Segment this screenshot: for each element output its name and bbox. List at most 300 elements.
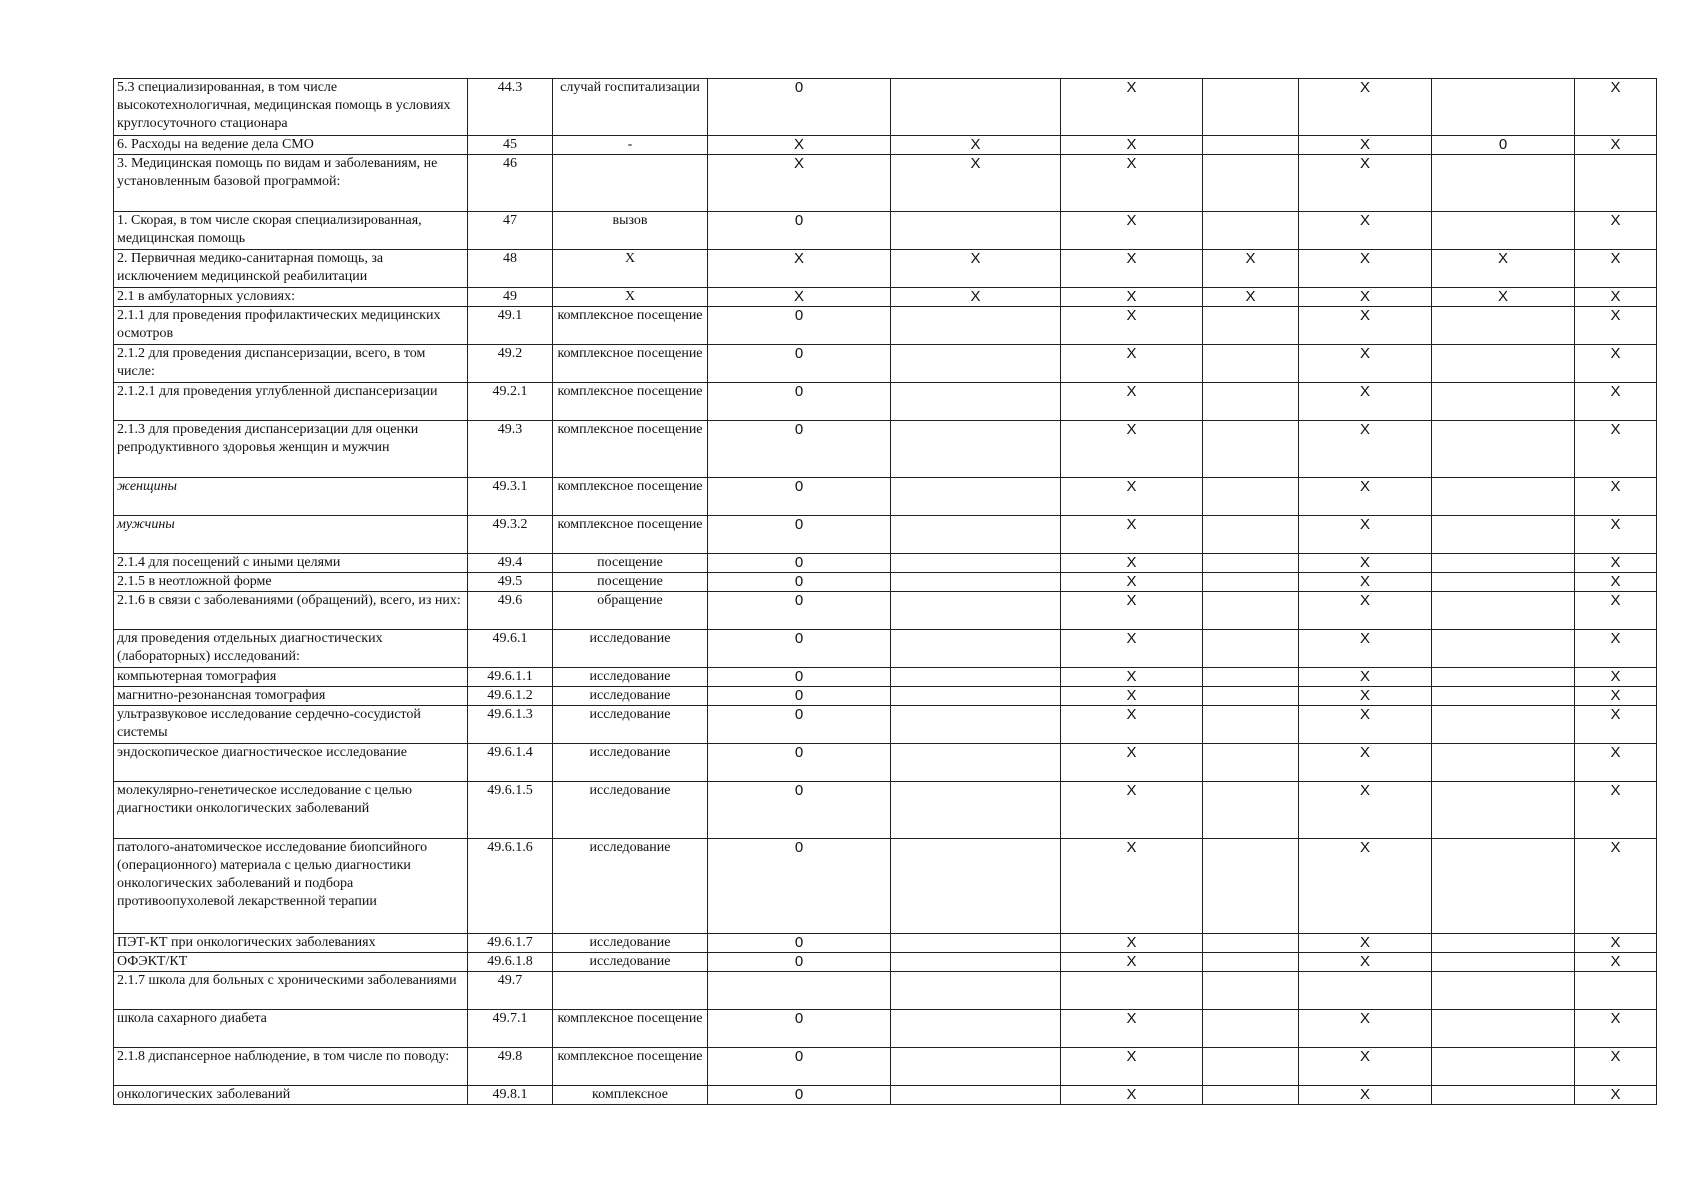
row-value-cell-4: 0 [708,421,891,478]
row-value-cell-6: X [1061,706,1203,744]
row-value-cell-8: X [1299,345,1432,383]
row-value-cell-9 [1432,478,1575,516]
row-unit-cell: комплексное посещение [553,478,708,516]
row-value-cell-6: X [1061,630,1203,668]
row-value-cell-7: X [1203,250,1299,288]
row-value-cell-6: X [1061,573,1203,592]
row-unit-cell: исследование [553,630,708,668]
row-code-cell: 44.3 [468,79,553,136]
row-value-cell-5 [891,687,1061,706]
row-value-cell-6: X [1061,250,1203,288]
row-unit-cell: комплексное посещение [553,383,708,421]
row-name-cell: 2.1.1 для проведения профилактических медицинских осмотров [114,307,468,345]
row-value-cell-10: X [1575,79,1657,136]
row-value-cell-5 [891,212,1061,250]
row-value-cell-7 [1203,744,1299,782]
row-name-cell: для проведения отдельных диагностических (лабораторных) исследований: [114,630,468,668]
row-value-cell-9 [1432,1086,1575,1105]
row-value-cell-10: X [1575,706,1657,744]
row-value-cell-10: X [1575,668,1657,687]
row-value-cell-5 [891,554,1061,573]
row-value-cell-8: X [1299,934,1432,953]
row-unit-cell: комплексное посещение [553,516,708,554]
row-value-cell-7 [1203,421,1299,478]
row-name-cell: компьютерная томография [114,668,468,687]
row-value-cell-7 [1203,212,1299,250]
row-value-cell-7 [1203,953,1299,972]
table-row [114,288,1657,307]
table-row [114,630,1657,668]
row-unit-cell: X [553,288,708,307]
row-value-cell-10 [1575,155,1657,212]
table-row [114,706,1657,744]
row-value-cell-9 [1432,383,1575,421]
table-row [114,687,1657,706]
row-value-cell-10: X [1575,136,1657,155]
row-value-cell-7 [1203,79,1299,136]
row-value-cell-8: X [1299,478,1432,516]
row-value-cell-4: X [708,155,891,212]
row-unit-cell [553,155,708,212]
row-name-cell: ОФЭКТ/КТ [114,953,468,972]
row-value-cell-6: X [1061,478,1203,516]
table-row [114,1086,1657,1105]
row-value-cell-5: X [891,250,1061,288]
row-unit-cell: комплексное посещение [553,307,708,345]
row-value-cell-8: X [1299,155,1432,212]
row-value-cell-10: X [1575,630,1657,668]
table-row [114,934,1657,953]
row-value-cell-5 [891,79,1061,136]
row-unit-cell: комплексное посещение [553,345,708,383]
row-value-cell-4: 0 [708,706,891,744]
row-value-cell-4: 0 [708,1048,891,1086]
row-name-cell: 3. Медицинская помощь по видам и заболеваниям, не установленным базовой программой: [114,155,468,212]
row-value-cell-4: 0 [708,516,891,554]
row-value-cell-10: X [1575,478,1657,516]
row-value-cell-4: 0 [708,383,891,421]
row-value-cell-4: 0 [708,345,891,383]
row-code-cell: 47 [468,212,553,250]
row-code-cell: 49.4 [468,554,553,573]
row-unit-cell [553,972,708,1010]
row-value-cell-7 [1203,478,1299,516]
row-value-cell-9 [1432,953,1575,972]
row-value-cell-5 [891,744,1061,782]
row-value-cell-9 [1432,706,1575,744]
row-name-cell: эндоскопическое диагностическое исследование [114,744,468,782]
row-value-cell-8: X [1299,1048,1432,1086]
row-value-cell-6: X [1061,839,1203,934]
row-name-cell: 2.1.2 для проведения диспансеризации, всего, в том числе: [114,345,468,383]
row-unit-cell: комплексное посещение [553,1010,708,1048]
row-value-cell-9 [1432,668,1575,687]
row-code-cell: 49.7.1 [468,1010,553,1048]
row-value-cell-8: X [1299,136,1432,155]
row-value-cell-6: X [1061,934,1203,953]
row-value-cell-8: X [1299,421,1432,478]
row-value-cell-10: X [1575,383,1657,421]
row-value-cell-8: X [1299,383,1432,421]
row-code-cell: 49 [468,288,553,307]
row-value-cell-8: X [1299,1086,1432,1105]
row-value-cell-7 [1203,687,1299,706]
row-unit-cell: исследование [553,839,708,934]
row-value-cell-10: X [1575,592,1657,630]
row-value-cell-7 [1203,136,1299,155]
row-value-cell-8: X [1299,668,1432,687]
row-value-cell-10: X [1575,516,1657,554]
row-value-cell-10: X [1575,953,1657,972]
table-row [114,345,1657,383]
row-value-cell-6: X [1061,1086,1203,1105]
row-value-cell-7 [1203,1010,1299,1048]
row-value-cell-8: X [1299,630,1432,668]
row-name-cell: 2.1.7 школа для больных с хроническими заболеваниями [114,972,468,1010]
row-unit-cell: обращение [553,592,708,630]
row-value-cell-10: X [1575,934,1657,953]
row-value-cell-6: X [1061,383,1203,421]
row-value-cell-5 [891,839,1061,934]
data-table [113,78,1657,1105]
row-name-cell: молекулярно-генетическое исследование с целью диагностики онкологических заболеваний [114,782,468,839]
row-value-cell-6: X [1061,1010,1203,1048]
row-value-cell-9: 0 [1432,136,1575,155]
row-name-cell: 1. Скорая, в том числе скорая специализированная, медицинская помощь [114,212,468,250]
row-value-cell-10: X [1575,839,1657,934]
row-value-cell-5 [891,668,1061,687]
table-row [114,953,1657,972]
table-row [114,1010,1657,1048]
row-unit-cell: исследование [553,668,708,687]
row-name-cell: 6. Расходы на ведение дела СМО [114,136,468,155]
row-value-cell-7 [1203,307,1299,345]
table-row [114,782,1657,839]
row-value-cell-4: 0 [708,212,891,250]
row-value-cell-7 [1203,345,1299,383]
table-row [114,136,1657,155]
row-value-cell-5 [891,592,1061,630]
table-body [114,79,1657,1105]
row-value-cell-6: X [1061,307,1203,345]
row-name-cell: 2.1.3 для проведения диспансеризации для оценки репродуктивного здоровья женщин и мужчин [114,421,468,478]
row-value-cell-8: X [1299,573,1432,592]
row-value-cell-4: X [708,250,891,288]
row-value-cell-9 [1432,1010,1575,1048]
row-code-cell: 46 [468,155,553,212]
row-name-cell: 2.1.8 диспансерное наблюдение, в том числе по поводу: [114,1048,468,1086]
row-unit-cell: исследование [553,744,708,782]
row-value-cell-8: X [1299,307,1432,345]
row-value-cell-4: 0 [708,1010,891,1048]
table-row [114,668,1657,687]
row-value-cell-4: 0 [708,79,891,136]
row-value-cell-8: X [1299,706,1432,744]
row-value-cell-4: 0 [708,687,891,706]
row-code-cell: 49.6.1 [468,630,553,668]
row-name-cell: мужчины [114,516,468,554]
row-value-cell-9 [1432,573,1575,592]
row-code-cell: 49.2 [468,345,553,383]
row-value-cell-6: X [1061,345,1203,383]
row-code-cell: 49.5 [468,573,553,592]
row-value-cell-10: X [1575,687,1657,706]
table-row [114,554,1657,573]
row-value-cell-7 [1203,668,1299,687]
row-value-cell-4: 0 [708,554,891,573]
table-row [114,744,1657,782]
row-unit-cell: вызов [553,212,708,250]
row-name-cell: 2.1.6 в связи с заболеваниями (обращений), всего, из них: [114,592,468,630]
row-value-cell-5 [891,573,1061,592]
table-row [114,592,1657,630]
row-value-cell-5 [891,1086,1061,1105]
row-name-cell: школа сахарного диабета [114,1010,468,1048]
row-value-cell-4 [708,972,891,1010]
row-value-cell-6: X [1061,288,1203,307]
row-value-cell-6: X [1061,668,1203,687]
row-value-cell-9 [1432,421,1575,478]
row-value-cell-9 [1432,554,1575,573]
row-code-cell: 49.6.1.5 [468,782,553,839]
row-name-cell: 2.1.5 в неотложной форме [114,573,468,592]
row-unit-cell: исследование [553,953,708,972]
row-value-cell-5 [891,307,1061,345]
row-code-cell: 48 [468,250,553,288]
row-value-cell-7 [1203,839,1299,934]
row-value-cell-8: X [1299,516,1432,554]
row-value-cell-10: X [1575,421,1657,478]
row-value-cell-4: 0 [708,630,891,668]
row-unit-cell: исследование [553,706,708,744]
row-value-cell-4: 0 [708,782,891,839]
table-row [114,155,1657,212]
row-name-cell: 2.1.4 для посещений с иными целями [114,554,468,573]
row-value-cell-6: X [1061,554,1203,573]
row-name-cell: женщины [114,478,468,516]
row-name-cell: ПЭТ-КТ при онкологических заболеваниях [114,934,468,953]
row-value-cell-5 [891,478,1061,516]
row-code-cell: 49.2.1 [468,383,553,421]
row-value-cell-9 [1432,307,1575,345]
row-unit-cell: случай госпитализации [553,79,708,136]
row-value-cell-6: X [1061,592,1203,630]
row-value-cell-8: X [1299,687,1432,706]
row-value-cell-5 [891,421,1061,478]
row-value-cell-4: 0 [708,478,891,516]
row-code-cell: 45 [468,136,553,155]
row-unit-cell: - [553,136,708,155]
row-value-cell-5 [891,934,1061,953]
row-value-cell-10 [1575,972,1657,1010]
row-value-cell-9 [1432,630,1575,668]
row-value-cell-10: X [1575,744,1657,782]
row-value-cell-7 [1203,383,1299,421]
row-value-cell-6 [1061,972,1203,1010]
row-code-cell: 49.3.1 [468,478,553,516]
row-name-cell: 2.1 в амбулаторных условиях: [114,288,468,307]
row-value-cell-9 [1432,972,1575,1010]
row-value-cell-8: X [1299,839,1432,934]
row-value-cell-10: X [1575,212,1657,250]
row-value-cell-4: 0 [708,592,891,630]
row-value-cell-5: X [891,155,1061,212]
row-value-cell-5 [891,1048,1061,1086]
row-value-cell-6: X [1061,136,1203,155]
row-value-cell-9 [1432,1048,1575,1086]
row-value-cell-10: X [1575,1086,1657,1105]
row-value-cell-7 [1203,516,1299,554]
row-value-cell-9 [1432,744,1575,782]
row-code-cell: 49.3.2 [468,516,553,554]
row-value-cell-4: 0 [708,573,891,592]
row-value-cell-6: X [1061,212,1203,250]
row-value-cell-7 [1203,972,1299,1010]
row-value-cell-6: X [1061,421,1203,478]
row-value-cell-9 [1432,79,1575,136]
row-value-cell-6: X [1061,744,1203,782]
table-row [114,478,1657,516]
row-value-cell-10: X [1575,554,1657,573]
table-row [114,212,1657,250]
row-value-cell-10: X [1575,1010,1657,1048]
row-value-cell-7 [1203,1086,1299,1105]
row-value-cell-10: X [1575,782,1657,839]
row-name-cell: ультразвуковое исследование сердечно-сосудистой системы [114,706,468,744]
row-value-cell-9: X [1432,250,1575,288]
row-unit-cell: комплексное [553,1086,708,1105]
table-row [114,1048,1657,1086]
row-value-cell-7: X [1203,288,1299,307]
row-code-cell: 49.7 [468,972,553,1010]
row-code-cell: 49.6.1.6 [468,839,553,934]
row-value-cell-8: X [1299,250,1432,288]
row-value-cell-9 [1432,934,1575,953]
row-value-cell-5 [891,383,1061,421]
row-code-cell: 49.6.1.3 [468,706,553,744]
row-value-cell-7 [1203,1048,1299,1086]
row-value-cell-6: X [1061,79,1203,136]
row-code-cell: 49.3 [468,421,553,478]
row-value-cell-8: X [1299,79,1432,136]
table-row [114,421,1657,478]
row-value-cell-4: 0 [708,307,891,345]
row-value-cell-9 [1432,782,1575,839]
row-value-cell-9 [1432,155,1575,212]
row-value-cell-8: X [1299,212,1432,250]
row-value-cell-7 [1203,934,1299,953]
row-value-cell-8: X [1299,592,1432,630]
table-row [114,383,1657,421]
row-value-cell-4: 0 [708,668,891,687]
row-value-cell-5 [891,345,1061,383]
row-value-cell-8: X [1299,554,1432,573]
table-row [114,839,1657,934]
row-value-cell-6: X [1061,1048,1203,1086]
row-code-cell: 49.6.1.1 [468,668,553,687]
row-unit-cell: комплексное посещение [553,1048,708,1086]
row-value-cell-6: X [1061,782,1203,839]
row-value-cell-8: X [1299,782,1432,839]
row-unit-cell: X [553,250,708,288]
row-value-cell-4: 0 [708,953,891,972]
row-value-cell-10: X [1575,573,1657,592]
table-row [114,250,1657,288]
row-value-cell-6: X [1061,155,1203,212]
row-unit-cell: комплексное посещение [553,421,708,478]
row-code-cell: 49.6.1.4 [468,744,553,782]
row-value-cell-6: X [1061,516,1203,554]
row-unit-cell: посещение [553,554,708,573]
row-value-cell-7 [1203,554,1299,573]
row-value-cell-4: X [708,288,891,307]
row-value-cell-7 [1203,630,1299,668]
row-code-cell: 49.6.1.2 [468,687,553,706]
row-value-cell-10: X [1575,307,1657,345]
row-value-cell-8: X [1299,744,1432,782]
row-value-cell-6: X [1061,687,1203,706]
row-code-cell: 49.8 [468,1048,553,1086]
table-row [114,516,1657,554]
row-value-cell-4: 0 [708,839,891,934]
row-value-cell-5 [891,1010,1061,1048]
row-value-cell-7 [1203,592,1299,630]
row-unit-cell: исследование [553,782,708,839]
row-value-cell-9 [1432,592,1575,630]
row-value-cell-9 [1432,345,1575,383]
row-code-cell: 49.6.1.8 [468,953,553,972]
row-value-cell-5: X [891,136,1061,155]
row-name-cell: патолого-анатомическое исследование биопсийного (операционного) материала с целью диагностики онкологических заболеваний и подбора противоопухолевой лекарственной терапии [114,839,468,934]
row-value-cell-10: X [1575,1048,1657,1086]
row-name-cell: 5.3 специализированная, в том числе высокотехнологичная, медицинская помощь в условиях круглосуточного стационара [114,79,468,136]
row-value-cell-7 [1203,706,1299,744]
row-value-cell-10: X [1575,288,1657,307]
row-value-cell-5: X [891,288,1061,307]
row-name-cell: магнитно-резонансная томография [114,687,468,706]
row-value-cell-5 [891,782,1061,839]
row-code-cell: 49.6.1.7 [468,934,553,953]
table-row [114,79,1657,136]
row-value-cell-5 [891,972,1061,1010]
row-value-cell-10: X [1575,250,1657,288]
row-value-cell-8: X [1299,288,1432,307]
row-value-cell-9 [1432,839,1575,934]
row-code-cell: 49.1 [468,307,553,345]
row-value-cell-7 [1203,782,1299,839]
row-unit-cell: посещение [553,573,708,592]
row-value-cell-5 [891,706,1061,744]
row-unit-cell: исследование [553,687,708,706]
row-value-cell-4: 0 [708,934,891,953]
row-unit-cell: исследование [553,934,708,953]
row-value-cell-6: X [1061,953,1203,972]
row-value-cell-5 [891,953,1061,972]
row-value-cell-8: X [1299,1010,1432,1048]
table-row [114,307,1657,345]
row-value-cell-9: X [1432,288,1575,307]
row-value-cell-4: 0 [708,744,891,782]
row-value-cell-5 [891,630,1061,668]
row-value-cell-4: 0 [708,1086,891,1105]
row-code-cell: 49.8.1 [468,1086,553,1105]
row-value-cell-4: X [708,136,891,155]
table-row [114,972,1657,1010]
row-code-cell: 49.6 [468,592,553,630]
row-name-cell: 2. Первичная медико-санитарная помощь, за исключением медицинской реабилитации [114,250,468,288]
row-value-cell-10: X [1575,345,1657,383]
row-value-cell-9 [1432,516,1575,554]
